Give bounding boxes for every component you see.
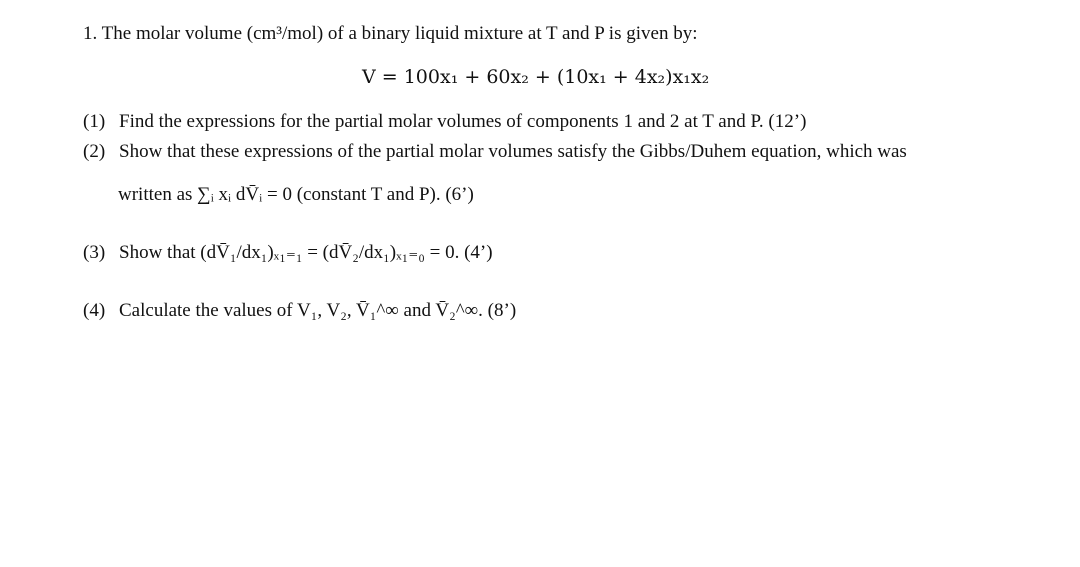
- part-3: [83, 241, 493, 264]
- question-intro-text: 1. The molar volume (cm³/mol) of a binary liquid mixture at T and P is given by:: [83, 23, 698, 44]
- part-4-text: Calculate the values of V₁, V₂, V̄₁^∞ and V̄₂^∞. (8’): [119, 300, 517, 321]
- part-2-text: Show that these expressions of the partial molar volumes satisfy the Gibbs/Duhem equation, which was: [119, 141, 907, 162]
- part-4: [83, 300, 516, 322]
- part-1: [83, 111, 806, 133]
- part-1-number: (1): [83, 111, 106, 132]
- part-3-number: (3): [83, 242, 106, 263]
- part-1-text: Find the expressions for the partial molar volumes of components 1 and 2 at T and P. (12’): [119, 111, 807, 132]
- molar-volume-equation: [362, 66, 709, 88]
- question-intro: [83, 23, 697, 45]
- part-4-number: (4): [83, 300, 106, 321]
- part-2-continuation-text: written as ∑ᵢ xᵢ dV̄ᵢ = 0 (constant T and P). (6’): [118, 184, 474, 205]
- equation-text: V = 100x₁ + 60x₂ + (10x₁ + 4x₂)x₁x₂: [362, 66, 710, 88]
- part-2: [83, 141, 907, 163]
- part-2-continuation: [118, 184, 474, 206]
- part-3-text: Show that (dV̄₁/dx₁)ₓ₁₌₁ = (dV̄₂/dx₁)ₓ₁₌₀ = 0. (4’): [119, 242, 493, 263]
- part-2-number: (2): [83, 141, 106, 162]
